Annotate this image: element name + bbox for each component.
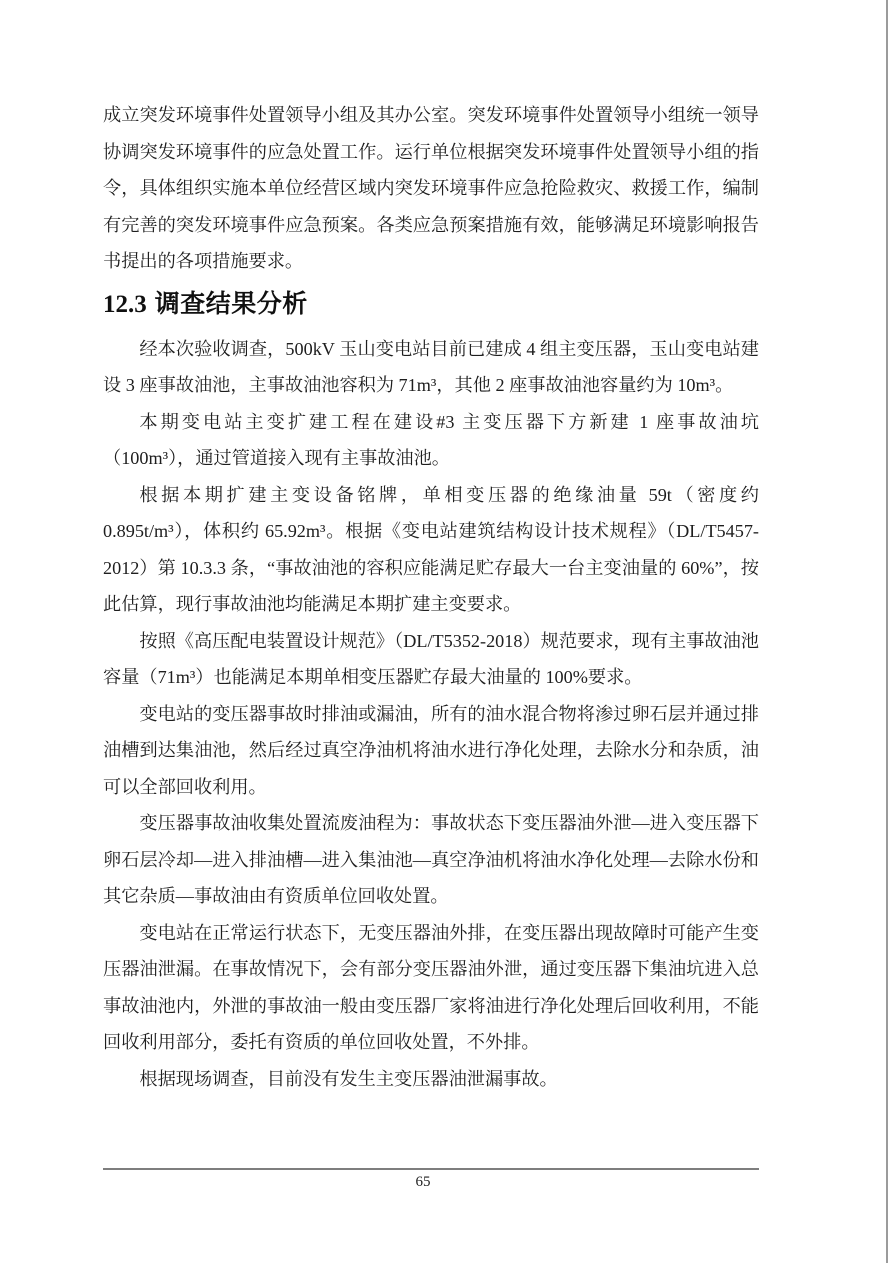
- body-paragraph: 变电站在正常运行状态下，无变压器油外排，在变压器出现故障时可能产生变压器油泄漏。在事故情况下，会有部分变压器油外泄，通过变压器下集油坑进入总事故油池内，外泄的事故油一般由变压器厂家将油进行净化处理后回收利用，不能回收利用部分，委托有资质的单位回收处置，不外排。: [103, 922, 759, 1052]
- body-paragraph: 经本次验收调查，500kV 玉山变电站目前已建成 4 组主变压器，玉山变电站建设 3 座事故油池，主事故油池容积为 71m³，其他 2 座事故油池容量约为 10m³。: [103, 338, 759, 395]
- section-heading-title: 调查结果分析: [154, 290, 308, 318]
- section-heading-number: 12.3: [103, 290, 147, 318]
- section-heading: [103, 288, 759, 321]
- body-paragraph: 本期变电站主变扩建工程在建设#3 主变压器下方新建 1 座事故油坑（100m³），通过管道接入现有主事故油池。: [103, 411, 759, 468]
- body-paragraph: 根据本期扩建主变设备铭牌，单相变压器的绝缘油量 59t（密度约 0.895t/m³），体积约 65.92m³。根据《变电站建筑结构设计技术规程》（DL/T5457-2012）第 10.3.3 条，“事故油池的容积应能满足贮存最大一台主变油量的 60%”，按此估算，现行事故油池均能满足本期扩建主变要求。: [103, 484, 759, 614]
- page-number: 65: [415, 1174, 431, 1190]
- footer-divider: [103, 1168, 759, 1170]
- body-paragraph: 变压器事故油收集处置流废油程为：事故状态下变压器油外泄—进入变压器下卵石层冷却—进入排油槽—进入集油池—真空净油机将油水净化处理—去除水份和其它杂质—事故油由有资质单位回收处置。: [103, 813, 759, 906]
- body-paragraph: 变电站的变压器事故时排油或漏油，所有的油水混合物将渗过卵石层并通过排油槽到达集油池，然后经过真空净油机将油水进行净化处理，去除水分和杂质，油可以全部回收利用。: [103, 703, 759, 797]
- body-paragraph-continuation: 成立突发环境事件处置领导小组及其办公室。突发环境事件处置领导小组统一领导协调突发环境事件的应急处置工作。运行单位根据突发环境事件处置领导小组的指令，具体组织实施本单位经营区域内突发环境事件应急抢险救灾、救援工作，编制有完善的突发环境事件应急预案。各类应急预案措施有效，能够满足环境影响报告书提出的各项措施要求。: [103, 105, 759, 271]
- body-paragraph: 根据现场调查，目前没有发生主变压器油泄漏事故。: [139, 1068, 558, 1089]
- page-content: [103, 97, 759, 1097]
- page-right-edge-line: [886, 0, 888, 1263]
- body-paragraph: 按照《高压配电装置设计规范》（DL/T5352-2018）规范要求，现有主事故油池容量（71m³）也能满足本期单相变压器贮存最大油量的 100%要求。: [103, 630, 759, 687]
